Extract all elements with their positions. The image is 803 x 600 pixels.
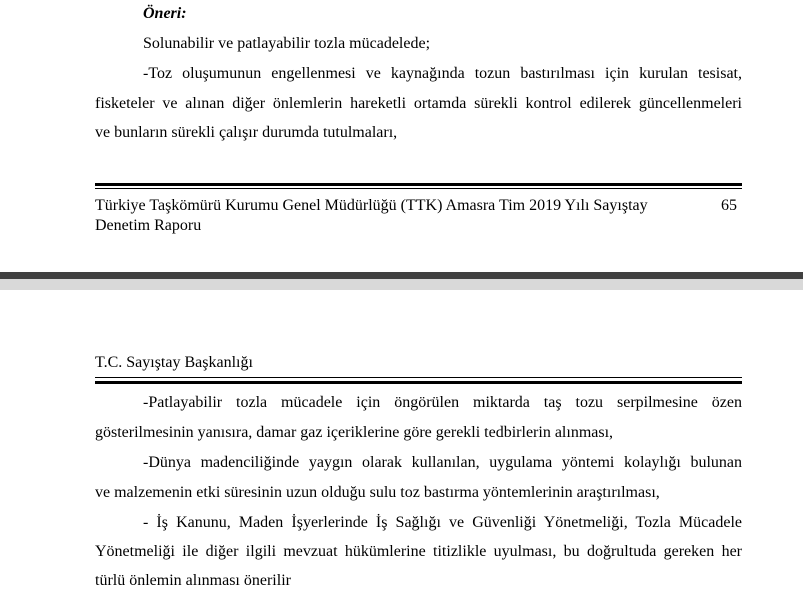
body-line-2: gösterilmesinin yanısıra, damar gaz içeriklerine göre gerekli tedbirlerin alınması, xyxy=(95,424,614,441)
item-line-3: ve bunların sürekli çalışır durumda tutulmaları, xyxy=(95,124,398,141)
item-line-2: fisketeler ve alınan diğer önlemlerin hareketli ortamda sürekli kontrol edilerek güncellenmeleri xyxy=(95,95,742,112)
footer-title-line1: Türkiye Taşkömürü Kurumu Genel Müdürlüğü (TTK) Amasra Tim 2019 Yılı Sayıştay xyxy=(95,197,648,214)
page-header: T.C. Sayıştay Başkanlığı xyxy=(95,354,253,371)
recommendation-heading: Öneri: xyxy=(143,5,187,22)
body-line-1: -Patlayabilir tozla mücadele için öngörülen miktarda taş tozu serpilmesine özen xyxy=(143,394,742,411)
footer-rule-thin xyxy=(95,188,742,189)
page-bottom xyxy=(0,290,803,600)
item-line-1: -Toz oluşumunun engellenmesi ve kaynağında tozun bastırılması için kurulan tesisat, xyxy=(143,65,742,82)
body-line-7: türlü önlemin alınması önerilir xyxy=(95,572,291,589)
body-line-5: - İş Kanunu, Maden İşyerlerinde İş Sağlığı ve Güvenliği Yönetmeliği, Tozla Mücadele xyxy=(143,514,742,531)
page-top xyxy=(0,0,803,272)
footer-rule-thick xyxy=(95,183,742,186)
page-number: 65 xyxy=(721,197,737,214)
body-line-4: ve malzemenin etki süresinin uzun olduğu sulu toz bastırma yöntemlerinin araştırılması, xyxy=(95,484,660,501)
page-separator-shadow xyxy=(0,272,803,279)
body-line-3: -Dünya madenciliğinde yaygın olarak kullanılan, uygulama yöntemi kolaylığı bulunan xyxy=(143,454,742,471)
footer-title-line2: Denetim Raporu xyxy=(95,217,202,234)
body-line-6: Yönetmeliği ile diğer ilgili mevzuat hükümlerine titizlikle uyulması, bu doğrultuda gereken her xyxy=(95,543,742,560)
header-rule-thick xyxy=(95,381,742,384)
header-rule-thin xyxy=(95,377,742,378)
recommendation-intro: Solunabilir ve patlayabilir tozla mücadelede; xyxy=(143,35,431,52)
